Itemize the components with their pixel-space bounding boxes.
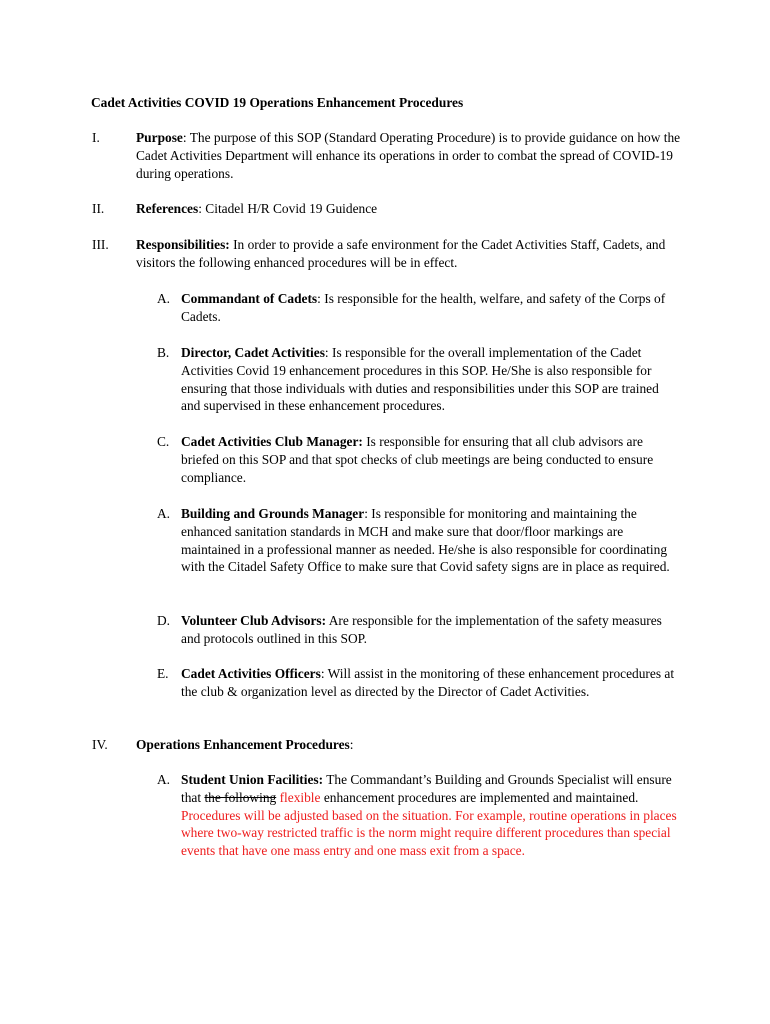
item-text: Will assist in the monitoring of these enhancement procedures at the club & organization level as directed by the Director of Cadet Activities. <box>181 666 675 699</box>
item-letter: E. <box>157 666 169 681</box>
item-text: Is responsible for ensuring that all club advisors are briefed on this SOP and that spot checks of club meetings are being conducted to ensure compliance. <box>181 434 654 485</box>
inserted-text: flexible <box>276 789 321 805</box>
item-heading: Director, Cadet Activities <box>181 345 325 360</box>
document-title: Cadet Activities COVID 19 Operations Enhancement Procedures <box>91 95 464 110</box>
section-number: IV. <box>92 737 108 752</box>
heading-separator: : <box>349 737 354 752</box>
section-heading: Purpose <box>136 130 183 145</box>
item-heading: Volunteer Club Advisors: <box>181 613 327 628</box>
item-heading: Cadet Activities Club Manager: <box>181 434 363 449</box>
section-heading: Responsibilities: <box>136 237 230 252</box>
item-text: The Commandant’s Building and Grounds Specialist will ensure that <box>181 772 672 805</box>
section-text: In order to provide a safe environment for the Cadet Activities Staff, Cadets, and visitors the following enhanced procedures will be in effect. <box>136 237 666 270</box>
heading-separator: : <box>324 345 329 360</box>
item-letter: D. <box>157 613 171 628</box>
section-heading: References <box>136 201 199 216</box>
item-body <box>181 665 681 701</box>
section-text: The purpose of this SOP (Standard Operating Procedure) is to provide guidance on how the Cadet Activities Department will enhance its operations in order to combat the spread of COVID-19 during operations. <box>136 130 681 181</box>
item-body <box>181 505 681 576</box>
section-text: Citadel H/R Covid 19 Guidence <box>201 201 378 216</box>
item-heading: Building and Grounds Manager <box>181 506 365 521</box>
heading-separator: : <box>198 201 202 216</box>
item-heading: Cadet Activities Officers <box>181 666 321 681</box>
item-text: Is responsible for the health, welfare, and safety of the Corps of Cadets. <box>181 291 666 324</box>
section-body <box>136 236 681 272</box>
heading-separator: : <box>317 291 321 306</box>
item-letter: A. <box>157 772 171 787</box>
section-number: III. <box>92 237 109 252</box>
item-body <box>181 612 681 648</box>
section-heading: Operations Enhancement Procedures <box>136 737 350 752</box>
item-body <box>181 290 681 326</box>
item-text-continued: enhancement procedures are implemented and maintained. <box>320 789 639 805</box>
section-body <box>136 200 681 218</box>
item-heading: Commandant of Cadets <box>181 291 318 306</box>
heading-separator: : <box>364 506 368 521</box>
revision-text: Procedures will be adjusted based on the situation. For example, routine operations in places where two-way restricted traffic is the norm might require different procedures than special events that have one mass entry and one mass exit from a space. <box>181 807 677 859</box>
section-body <box>136 736 681 754</box>
item-body <box>181 771 681 860</box>
item-text: Is responsible for the overall implementation of the Cadet Activities Covid 19 enhancement procedures in this SOP. He/She is also responsible for ensuring that those individuals with duties and responsibilities under this SOP are trained and supervised in these enhancement procedures. <box>181 345 659 414</box>
item-letter: A. <box>157 506 171 521</box>
heading-separator: : <box>320 666 325 681</box>
section-number: II. <box>92 201 105 216</box>
section-number: I. <box>92 130 100 145</box>
item-letter: B. <box>157 345 170 360</box>
heading-separator: : <box>182 130 187 145</box>
struck-text: the following <box>204 789 277 805</box>
item-text: Is responsible for monitoring and maintaining the enhanced sanitation standards in MCH and make sure that door/floor markings are maintained in a professional manner as needed. He/she is also responsible for coordinating with the Citadel Safety Office to make sure that Covid safety signs are in place as required. <box>181 506 670 575</box>
item-letter: C. <box>157 434 170 449</box>
item-body <box>181 433 681 486</box>
item-heading: Student Union Facilities: <box>181 772 324 787</box>
item-text: Are responsible for the implementation of the safety measures and protocols outlined in this SOP. <box>181 613 662 646</box>
item-body <box>181 344 681 415</box>
item-letter: A. <box>157 291 171 306</box>
section-body <box>136 129 681 182</box>
